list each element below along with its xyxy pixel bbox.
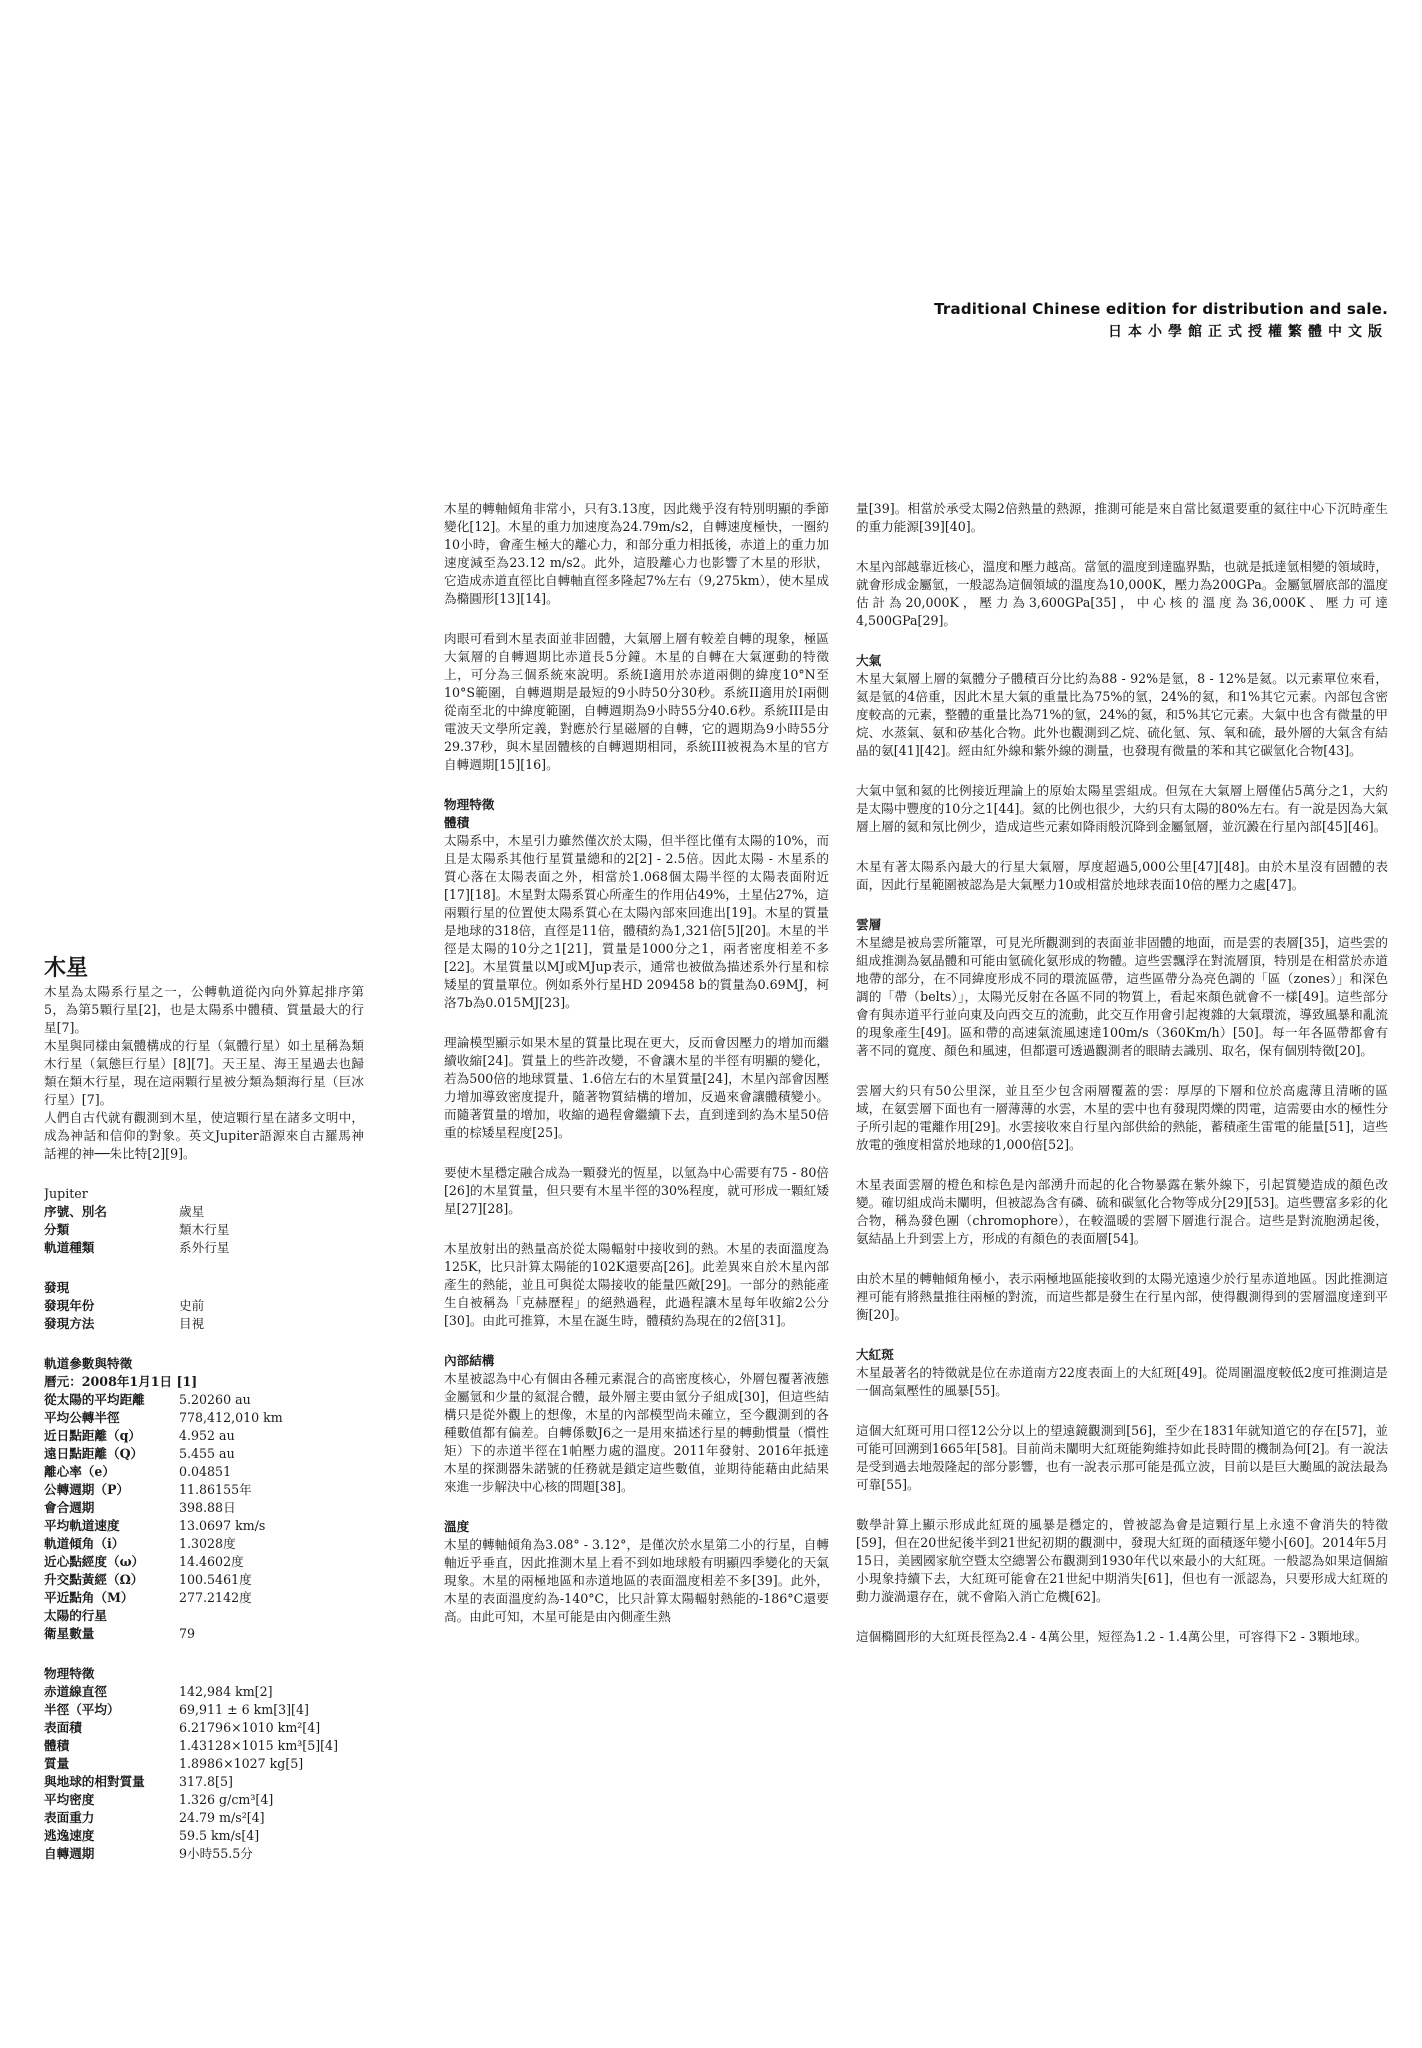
section-discovery: 發現	[44, 1280, 70, 1295]
info-value: 5.20260 au	[179, 1392, 251, 1407]
info-row	[44, 1315, 364, 1333]
info-value: 277.2142度	[179, 1590, 252, 1605]
info-value: 59.5 km/s[4]	[179, 1828, 260, 1843]
paragraph-clouds: 木星總是被烏雲所籠罩，可見光所觀測到的表面並非固體的地面，而是雲的表層[35]，這些雲的組成推測為氨晶體和可能由氫硫化氨形成的物體。這些雲飄浮在對流層頂，特別是在相當於赤道地帶的部分，在不同緯度形成不同的環流區帶，這些區帶分為亮色調的「區（zones）」和深色調的「帶（belts）」，太陽光反射在各區不同的物質上，看起來顏色就會不一樣[49]。這些部分會有與赤道平行並向東及向西交互的流動，此交互作用會引起複雜的大氣環流，導致風暴和亂流的現象產生[49]。區和帶的高速氣流風速達100m/s（360Km/h）[50]。每一年各區帶都會有著不同的寬度、顏色和風速，但都還可透過觀測者的眼睛去識別、取名，保有個別特徵[20]。	[856, 935, 1388, 1058]
info-key: 軌道種類	[44, 1240, 95, 1255]
info-row	[44, 1625, 364, 1643]
info-row	[44, 1221, 364, 1239]
info-row	[44, 1481, 364, 1499]
info-table-names	[44, 1203, 364, 1257]
paragraph-atmosphere-size: 木星有著太陽系內最大的行星大氣層，厚度超過5,000公里[47][48]。由於木星沒有固體的表面，因此行星範圍被認為是大氣壓力10或相當於地球表面10倍的壓力之處[47]。	[856, 859, 1388, 892]
info-key: 自轉週期	[44, 1846, 95, 1861]
section-physical: 物理特徵	[44, 1666, 95, 1681]
intro-paragraph: 人們自古代就有觀測到木星，使這顆行星在諸多文明中，成為神話和信仰的對象。英文Jupiter語源來自古羅馬神話裡的神──朱比特[2][9]。	[44, 1110, 364, 1161]
info-key: 平均密度	[44, 1792, 95, 1807]
paragraph-grs-history: 這個大紅斑可用口徑12公分以上的望遠鏡觀測到[56]，至少在1831年就知道它的存在[57]，並可能可回溯到1665年[58]。目前尚未闡明大紅斑能夠維持如此長時間的機制為何[2]。有一說法是受到過去地殼隆起的部分影響，也有一說表示那可能是孤立波，目前以是巨大颱風的說法最為可靠[55]。	[856, 1423, 1388, 1492]
info-value: 13.0697 km/s	[179, 1518, 266, 1533]
section-orbit: 軌道參數與特徵	[44, 1356, 133, 1371]
heading-great-red-spot: 大紅斑	[856, 1347, 894, 1362]
heading-temperature: 溫度	[444, 1519, 470, 1534]
info-key: 表面積	[44, 1720, 82, 1735]
info-value: 398.88日	[179, 1500, 236, 1515]
info-key: 平均軌道速度	[44, 1518, 120, 1533]
paragraph-core: 木星內部越靠近核心，溫度和壓力越高。當氫的溫度到達臨界點，也就是抵達氫相變的領域時，就會形成金屬氫，一般認為這個領域的溫度為10,000K，壓力為200GPa。金屬氫層底部的溫度估計為20,000K，壓力為3,600GPa[35]，中心核的溫度為36,000K、壓力可達4,500GPa[29]。	[856, 559, 1388, 628]
info-row	[44, 1845, 364, 1863]
info-row	[44, 1409, 364, 1427]
info-value: 1.326 g/cm³[4]	[179, 1792, 274, 1807]
info-value: 79	[179, 1626, 196, 1641]
info-row	[44, 1499, 364, 1517]
intro-paragraph: 木星為太陽系行星之一，公轉軌道從內向外算起排序第5，為第5顆行星[2]，也是太陽系中體積、質量最大的行星[7]。	[44, 984, 364, 1035]
info-row	[44, 1773, 364, 1791]
column-three	[856, 500, 1388, 2040]
epoch: 曆元：2008年1月1日 [1]	[44, 1374, 198, 1389]
info-key: 遠日點距離（Q）	[44, 1446, 144, 1461]
paragraph-mass: 太陽系中，木星引力雖然僅次於太陽，但半徑比僅有太陽的10%，而且是太陽系其他行星質量總和的2[2] - 2.5倍。因此太陽 - 木星系的質心落在太陽表面之外，相當於1.068個太陽半徑的太陽表面附近[17][18]。木星對太陽系質心所產生的作用佔49%，土星佔27%，這兩顆行星的位置使太陽系質心在太陽內部來回進出[19]。木星的質量是地球的318倍，直徑是11倍，體積約為1,321倍[5][20]。木星的半徑是太陽的10分之1[21]，質量是1000分之1，兩者密度相差不多[22]。木星質量以MJ或MJup表示，通常也被做為描述系外行星和棕矮星的質量單位。例如系外行星HD 209458 b的質量為0.69MJ，柯洛7b為0.015MJ[23]。	[444, 833, 829, 1010]
info-value: 4.952 au	[179, 1428, 235, 1443]
info-value: 24.79 m/s²[4]	[179, 1810, 265, 1825]
info-row	[44, 1445, 364, 1463]
info-row	[44, 1607, 364, 1625]
info-row	[44, 1463, 364, 1481]
info-key: 平近點角（M）	[44, 1590, 134, 1605]
info-row	[44, 1719, 364, 1737]
info-row	[44, 1517, 364, 1535]
info-key: 發現方法	[44, 1316, 95, 1331]
english-name: Jupiter	[44, 1186, 88, 1201]
info-table-physical	[44, 1683, 364, 1863]
paragraph-grs-shrinking: 數學計算上顯示形成此紅斑的風暴是穩定的，曾被認為會是這顆行星上永遠不會消失的特徵[59]，但在20世紀後半到21世紀初期的觀測中，發現大紅斑的面積逐年變小[60]。2014年5月15日，美國國家航空暨太空總署公布觀測到1930年代以來最小的大紅斑。一般認為如果這個縮小現象持續下去，大紅斑可能會在21世紀中期消失[61]，但也有一派認為，只要形成大紅斑的動力漩渦還存在，就不會陷入消亡危機[62]。	[856, 1517, 1388, 1604]
info-row	[44, 1701, 364, 1719]
info-value: 0.04851	[179, 1464, 232, 1479]
column-two	[444, 500, 829, 2040]
heading-clouds: 雲層	[856, 917, 882, 932]
paragraph-rotation: 肉眼可看到木星表面並非固體，大氣層上層有較差自轉的現象，極區大氣層的自轉週期比赤道長5分鐘。木星的自轉在大氣運動的特徵上，可分為三個系統來說明。系統I適用於赤道兩側的緯度10°N至10°S範圍，自轉週期是最短的9小時50分30秒。系統II適用於I兩側從南至北的中緯度範圍，自轉週期為9小時55分40.6秒。系統III是由電波天文學所定義，對應於行星磁層的自轉，它的週期為9小時55分29.37秒，與木星固體核的自轉週期相同，系統III被視為木星的官方自轉週期[15][16]。	[444, 631, 829, 772]
info-key: 序號、別名	[44, 1204, 107, 1219]
info-key: 太陽的行星	[44, 1608, 107, 1623]
info-value: 歲星	[179, 1204, 205, 1219]
info-value: 系外行星	[179, 1240, 230, 1255]
info-value: 1.43128×1015 km³[5][4]	[179, 1738, 338, 1753]
paragraph-helium: 大氣中氫和氦的比例接近理論上的原始太陽星雲組成。但氖在大氣層上層僅佔5萬分之1，大約是太陽中豐度的10分之1[44]。氦的比例也很少，大約只有太陽的80%左右。有一說是因為大氣層上層的氦和氖比例少，造成這些元素如降雨般沉降到金屬氫層，並沉澱在行星內部[45][46]。	[856, 783, 1388, 834]
info-key: 軌道傾角（i）	[44, 1536, 125, 1551]
info-key: 赤道線直徑	[44, 1684, 107, 1699]
paragraph-convection: 由於木星的轉軸傾角極小，表示兩極地區能接收到的太陽光遠遠少於行星赤道地區。因此推測這裡可能有將熱量推往兩極的對流，而這些都是發生在行星內部，使得觀測得到的雲層溫度達到平衡[20]。	[856, 1271, 1388, 1322]
info-row	[44, 1535, 364, 1553]
paragraph-axial-tilt: 木星的轉軸傾角非常小，只有3.13度，因此幾乎沒有特別明顯的季節變化[12]。木星的重力加速度為24.79m/s2，自轉速度極快，一圈約10小時，會產生極大的離心力，和部分重力相抵後，赤道上的重力加速度減至為23.12 m/s2。此外，這股離心力也影響了木星的形狀，它造成赤道直徑比自轉軸直徑多隆起7%左右（9,275km），使木星成為橢圓形[13][14]。	[444, 501, 829, 606]
info-key: 發現年份	[44, 1298, 95, 1313]
info-key: 分類	[44, 1222, 70, 1237]
info-value: 9小時55.5分	[179, 1846, 253, 1861]
heading-interior: 內部結構	[444, 1353, 495, 1368]
info-table-orbit	[44, 1391, 364, 1643]
info-key: 衛星數量	[44, 1626, 95, 1641]
paragraph-cloud-colors: 木星表面雲層的橙色和棕色是內部湧升而起的化合物暴露在紫外線下，引起質變造成的顏色改變。確切組成尚未闡明，但被認為含有磷、硫和碳氫化合物等成分[29][53]。這些豐富多彩的化合物，稱為發色團（chromophore），在較溫暖的雲層下層進行混合。這些是對流胞湧起後，氨結晶上升到雲上方，形成的有顏色的表面層[54]。	[856, 1177, 1388, 1246]
heading-physical: 物理特徵	[444, 797, 495, 812]
info-key: 質量	[44, 1756, 70, 1771]
info-value: 100.5461度	[179, 1572, 252, 1587]
info-key: 從太陽的平均距離	[44, 1392, 145, 1407]
info-value: 142,984 km[2]	[179, 1684, 273, 1699]
info-value: 317.8[5]	[179, 1774, 233, 1789]
info-value: 5.455 au	[179, 1446, 235, 1461]
heading-volume: 體積	[444, 815, 470, 830]
paragraph-theory: 理論模型顯示如果木星的質量比現在更大，反而會因壓力的增加而繼續收縮[24]。質量上的些許改變，不會讓木星的半徑有明顯的變化，若為500倍的地球質量、1.6倍左右的木星質量[24]，木星內部會因壓力增加導致密度提升，隨著物質結構的增加，反過來會讓體積變小。而隨著質量的增加，收縮的過程會繼續下去，直到達到約為木星50倍重的棕矮星程度[25]。	[444, 1035, 829, 1140]
info-value: 6.21796×1010 km²[4]	[179, 1720, 321, 1735]
paragraph-atmosphere: 木星大氣層上層的氣體分子體積百分比約為88 - 92%是氫，8 - 12%是氦。以元素單位來看，氦是氫的4倍重，因此木星大氣的重量比為75%的氫，24%的氦，和1%其它元素。內部包含密度較高的元素，整體的重量比為71%的氫，24%的氦，和5%其它元素。大氣中也含有微量的甲烷、水蒸氣、氨和矽基化合物。此外也觀測到乙烷、硫化氫、氖、氧和硫，最外層的大氣含有結晶的氨[41][42]。經由紅外線和紫外線的測量，也發現有微量的苯和其它碳氫化合物[43]。	[856, 671, 1388, 758]
paragraph-cloud-layers: 雲層大約只有50公里深，並且至少包含兩層覆蓋的雲：厚厚的下層和位於高處薄且清晰的區域，在氨雲層下面也有一層薄薄的水雲，木星的雲中也有發現閃爍的閃電，這需要由水的極性分子所引起的電離作用[29]。水雲接收來自行星內部供給的熱能，蓄積產生雷電的能量[51]，這些放電的強度相當於地球的1,000倍[52]。	[856, 1083, 1388, 1152]
info-value: 1.8986×1027 kg[5]	[179, 1756, 304, 1771]
info-value: 14.4602度	[179, 1554, 244, 1569]
info-row	[44, 1391, 364, 1409]
column-infobox	[44, 955, 364, 2030]
info-key: 半徑（平均）	[44, 1702, 120, 1717]
info-row	[44, 1239, 364, 1257]
info-row	[44, 1809, 364, 1827]
info-value: 類木行星	[179, 1222, 230, 1237]
info-key: 會合週期	[44, 1500, 95, 1515]
paragraph-heat-source: 量[39]。相當於承受太陽2倍熱量的熱源，推測可能是來自當比氦還要重的氦往中心下沉時產生的重力能源[39][40]。	[856, 501, 1388, 534]
paragraph-heat: 木星放射出的熱量高於從太陽輻射中接收到的熱。木星的表面溫度為125K，比只計算太陽能的102K還要高[26]。此差異來自於木星內部產生的熱能，並且可與從太陽接收的能量匹敵[29]。一部分的熱能產生自被稱為「克赫歷程」的絕熱過程，此過程讓木星每年收縮2公分[30]。由此可推算，木星在誕生時，體積約為現在的2倍[31]。	[444, 1241, 829, 1328]
paragraph-fusion: 要使木星穩定融合成為一顆發光的恆星，以氫為中心需要有75 - 80倍[26]的木星質量，但只要有木星半徑的30%程度，就可形成一顆紅矮星[27][28]。	[444, 1165, 829, 1216]
info-key: 公轉週期（P）	[44, 1482, 130, 1497]
info-key: 升交點黃經（Ω）	[44, 1572, 144, 1587]
article-title: 木星	[44, 955, 89, 981]
info-key: 與地球的相對質量	[44, 1774, 145, 1789]
info-row	[44, 1553, 364, 1571]
info-key: 離心率（e）	[44, 1464, 115, 1479]
info-row	[44, 1297, 364, 1315]
info-row	[44, 1203, 364, 1221]
intro-paragraph: 木星與同樣由氣體構成的行星（氣體行星）如土星稱為類木行星（氣態巨行星）[8][7]。天王星、海王星過去也歸類在類木行星，現在這兩顆行星被分類為類海行星（巨冰行星）[7]。	[44, 1038, 364, 1107]
info-key: 表面重力	[44, 1810, 95, 1825]
paragraph-temperature: 木星的轉軸傾角為3.08° - 3.12°，是僅次於水星第二小的行星，自轉軸近乎垂直，因此推測木星上看不到如地球般有明顯四季變化的天氣現象。木星的兩極地區和赤道地區的表面溫度相差不多[39]。此外，木星的表面溫度約為-140°C，比只計算太陽輻射熱能的-186°C還要高。由此可知，木星可能是由內側產生熱	[444, 1537, 829, 1624]
info-row	[44, 1827, 364, 1845]
heading-atmosphere: 大氣	[856, 653, 882, 668]
paragraph-grs-intro: 木星最著名的特徵就是位在赤道南方22度表面上的大紅斑[49]。從周圍溫度較低2度可推測這是一個高氣壓性的風暴[55]。	[856, 1365, 1388, 1398]
info-key: 體積	[44, 1738, 70, 1753]
edition-notice-english: Traditional Chinese edition for distribution and sale.	[934, 300, 1388, 318]
info-row	[44, 1571, 364, 1589]
info-key: 逃逸速度	[44, 1828, 95, 1843]
edition-notice-chinese: 日本小學館正式授權繁體中文版	[1108, 324, 1388, 340]
info-value: 778,412,010 km	[179, 1410, 283, 1425]
info-value: 目視	[179, 1316, 205, 1331]
info-row	[44, 1791, 364, 1809]
edition-notice	[934, 300, 1388, 341]
paragraph-grs-size: 這個橢圓形的大紅斑長徑為2.4 - 4萬公里，短徑為1.2 - 1.4萬公里，可容得下2 - 3顆地球。	[856, 1629, 1368, 1644]
info-key: 平均公轉半徑	[44, 1410, 120, 1425]
paragraph-interior: 木星被認為中心有個由各種元素混合的高密度核心，外層包覆著液態金屬氫和少量的氦混合體，最外層主要由氫分子組成[30]，但這些結構只是從外觀上的想像，木星的內部模型尚未確立，至今觀測到的各種數值都有偏差。自轉係數J6之一是用來描述行星的轉動慣量（慣性矩）下的赤道半徑在1帕壓力處的溫度。2011年發射、2016年抵達木星的探測器朱諾號的任務就是鎖定這些數值，並期待能藉由此結果來進一步解決中心核的問題[38]。	[444, 1371, 829, 1494]
info-row	[44, 1755, 364, 1773]
info-value: 史前	[179, 1298, 205, 1313]
info-value	[179, 1607, 364, 1625]
info-row	[44, 1427, 364, 1445]
info-key: 近心點經度（ω）	[44, 1554, 145, 1569]
info-row	[44, 1683, 364, 1701]
info-row	[44, 1589, 364, 1607]
info-row	[44, 1737, 364, 1755]
info-key: 近日點距離（q）	[44, 1428, 141, 1443]
info-value: 11.86155年	[179, 1482, 252, 1497]
info-value: 1.3028度	[179, 1536, 236, 1551]
info-table-discovery	[44, 1297, 364, 1333]
info-value: 69,911 ± 6 km[3][4]	[179, 1702, 309, 1717]
